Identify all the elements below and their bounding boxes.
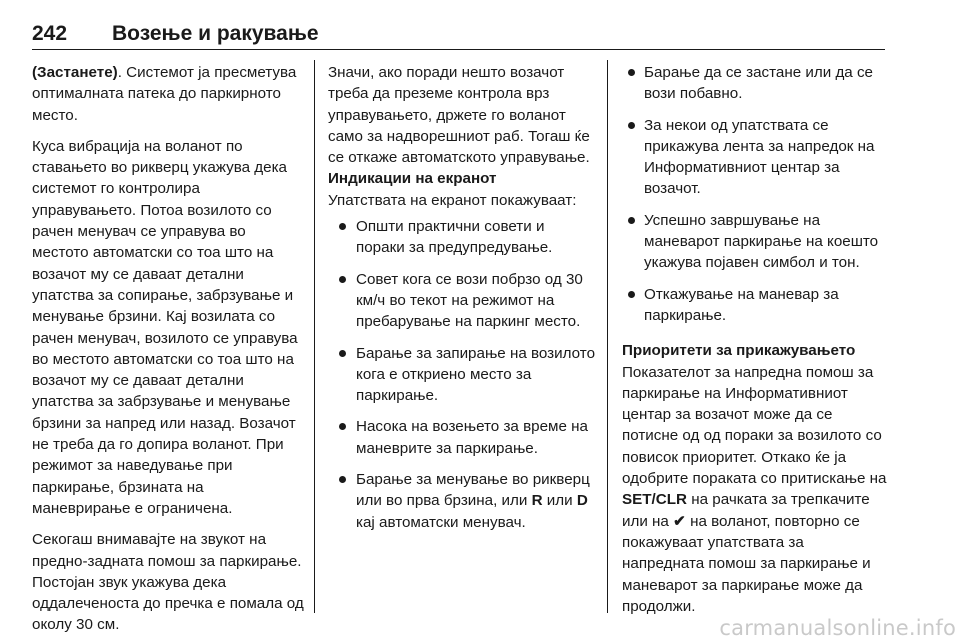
gear-r-label: R xyxy=(531,492,543,510)
section-heading-display-indications: Индикации на екранот xyxy=(328,170,497,188)
section-heading-display-priorities: Приоритети за прикажувањето xyxy=(622,342,856,360)
gear-d-label: D xyxy=(576,492,588,510)
paragraph-sound-warning: Секогаш внимавајте на звукот на предно-задната помош за паркирање. Постојан звук укажува дека оддалеченоста до пречка е помала од околу 30 см. xyxy=(32,531,304,634)
list-item xyxy=(328,469,596,533)
checkmark-icon: ✔ xyxy=(673,512,686,530)
list-item: Откажување на маневар за паркирање. xyxy=(622,284,890,327)
paragraph-priorities xyxy=(622,362,890,618)
display-indications-list xyxy=(328,216,596,533)
paragraph-text: Показателот за напредна помош за паркирање на Информативниот центар за возачот може да се потисне од од пораки за возилото со повисок приоритет. Откако ќе ја одобрите пораката со притискање на xyxy=(622,363,887,488)
column-1 xyxy=(32,62,304,636)
header-rule xyxy=(32,49,885,50)
paragraph-driver-control: Значи, ако поради нешто возачот треба да преземе контрола врз управувањето, држете го воланот само за надворешниот раб. Тогаш ќе се откаже автоматското управување. xyxy=(328,64,590,167)
list-item: За некои од упатствата се прикажува лента за напредок на Информативниот центар за возачот. xyxy=(622,115,890,200)
list-item: Барање да се застане или да се вози побавно. xyxy=(622,62,890,105)
list-item-text: Барање за менување во рикверц или во прва брзина, или xyxy=(356,471,590,510)
paragraph-text: на воланот, повторно се покажуваат упатствата за напредната помош за паркирање и маневарот за паркирање може да продолжи. xyxy=(622,512,871,615)
page-title: Возење и ракување xyxy=(112,22,319,45)
stop-label: (Застанете) xyxy=(32,64,118,81)
page-number: 242 xyxy=(32,22,68,45)
list-item: Барање за запирање на возилото кога е откриено место за паркирање. xyxy=(328,343,596,407)
list-item-text: кај автоматски менувач. xyxy=(356,513,526,531)
column-3 xyxy=(622,62,890,617)
column-divider-1 xyxy=(314,60,315,613)
watermark: carmanualsonline.info xyxy=(719,616,956,640)
list-item: Општи практични совети и пораки за предупредување. xyxy=(328,216,596,259)
list-item-text: или xyxy=(542,492,577,510)
stop-text: . Системот ја пресметува оптималната патека до паркирното место. xyxy=(32,64,297,124)
set-clr-label: SET/CLR xyxy=(622,491,687,509)
display-indications-intro: Упатствата на екранот покажуваат: xyxy=(328,191,577,209)
list-item: Совет кога се вози побрзо од 30 км/ч во текот на режимот на пребарување на паркинг место. xyxy=(328,269,596,333)
display-indications-list-continued xyxy=(622,62,890,326)
list-item: Насока на возењето за време на маневрите за паркирање. xyxy=(328,416,596,459)
column-2 xyxy=(328,62,596,543)
list-item: Успешно завршување на маневарот паркирање на коешто укажува појавен симбол и тон. xyxy=(622,210,890,274)
page-header xyxy=(32,22,912,52)
paragraph-vibration: Куса вибрација на воланот по ставањето во рикверц укажува дека системот го контролира управувањето. Потоа возилото со рачен менувач се управува во местото автоматски со тоа што на возачот му се даваат детални упатства за сопирање, забрзување и менување брзини. Кај возилата со рачен менувач, возилото се управува во местото автоматски со тоа што на возачот му се даваат детални упатства за забрзување и менување брзини за напред или назад. Возачот не треба да го допира воланот. При режимот за наведување при паркирање, брзината на маневрирање е ограничена. xyxy=(32,137,298,517)
paragraph-text: на рачката за трепкачите или на xyxy=(622,491,870,530)
column-divider-2 xyxy=(607,60,608,613)
paragraph-stop xyxy=(32,62,304,126)
